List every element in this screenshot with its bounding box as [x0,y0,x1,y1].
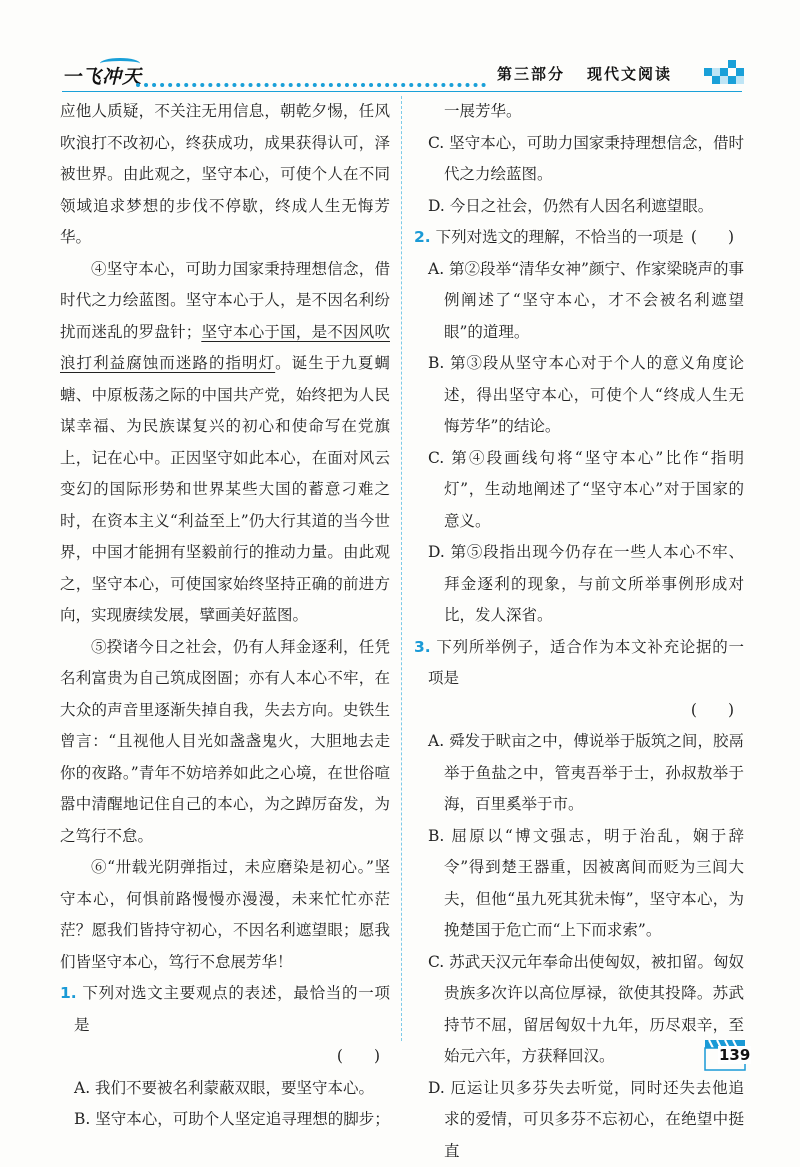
underlined-sentence: 坚守本心于国，是不因风吹浪打利益腐蚀而迷路的指明灯 [60,323,390,373]
question-1-option-b-continuation: 一展芳华。 [414,96,744,128]
paragraph-5: ⑤揆诸今日之社会，仍有人拜金逐利，任凭名利富贵为自己筑成囹圄；亦有人本心不牢，在大众的声音里逐渐失掉自我，失去方向。史铁生曾言：“且视他人目光如盏盏鬼火，大胆地去走你的夜路。”青年不妨培养如此之心境，在世俗喧嚣中清醒地记住自己的本心，为之踔厉奋发，为之笃行不怠。 [60,632,390,853]
question-2-answer-bracket[interactable]: ( ) [705,222,744,254]
question-1-stem [60,978,390,1041]
paragraph-4 [60,254,390,632]
question-2-option-b: B. 第③段从坚守本心对于个人的意义角度论述，得出坚守本心，可使个人“终成人生无悔芳华”的结论。 [414,348,744,443]
question-3 [414,632,744,1167]
question-2-stem [414,222,744,254]
paragraph-6: ⑥“卅载光阴弹指过，未应磨染是初心。”坚守本心，何惧前路慢慢亦漫漫，未来忙忙亦茫茫？愿我们皆持守初心，不因名利遮望眼；愿我们皆坚守本心，笃行不怠展芳华！ [60,852,390,978]
question-2 [414,222,744,632]
question-1-option-a: A. 我们不要被名利蒙蔽双眼，要坚守本心。 [60,1073,390,1105]
section-title [497,63,672,84]
question-3-option-a: A. 舜发于畎亩之中，傅说举于版筑之间，胶鬲举于鱼盐之中，管夷吾举于士，孙叔敖举于海，百里奚举于市。 [414,726,744,821]
question-1 [60,978,390,1136]
question-3-option-c: C. 苏武天汉元年奉命出使匈奴，被扣留。匈奴贵族多次许以高位厚禄，欲使其投降。苏武持节不屈，留居匈奴十九年，历尽艰辛，至始元六年，方获释回汉。 [414,947,744,1073]
question-2-option-a: A. 第②段举“清华女神”颜宁、作家梁晓声的事例阐述了“坚守本心，才不会被名利遮望眼”的道理。 [414,254,744,349]
section-part: 第三部分 [497,65,565,83]
question-2-option-c: C. 第④段画线句将“坚守本心”比作“指明灯”，生动地阐述了“坚守本心”对于国家的意义。 [414,443,744,538]
right-column [414,96,744,1167]
question-2-option-d: D. 第⑤段指出现今仍存在一些人本心不牢、拜金逐利的现象，与前文所举事例形成对比，发人深省。 [414,537,744,632]
brand-swoosh-icon [100,58,140,69]
page-header [0,0,800,98]
checker-decoration-icon [704,58,744,88]
question-1-number: 1. [60,984,77,1002]
header-dotted-rule [136,83,486,87]
header-rule [62,91,742,92]
paragraph-4-end: 。诞生于九夏蜩螗、中原板荡之际的中国共产党，始终把为人民谋幸福、为民族谋复兴的初心和使命写在党旗上，记在心中。正因坚守如此本心，在面对风云变幻的国际形势和世界某些大国的蓄意刁难之时，在资本主义“利益至上”仍大行其道的当今世界，中国才能拥有坚毅前行的推动力量。由此观之，坚守本心，可使国家始终坚持正确的前进方向，实现赓续发展，擘画美好蓝图。 [60,354,390,624]
question-1-option-b: B. 坚守本心，可助个人坚定追寻理想的脚步； [60,1104,390,1136]
question-3-option-d: D. 厄运让贝多芬失去听觉，同时还失去他追求的爱情，可贝多芬不忘初心，在绝望中挺直 [414,1073,744,1167]
question-3-option-b: B. 屈原以“博文强志，明于治乱，娴于辞令”得到楚王器重，因被离间而贬为三闾大夫，但他“虽九死其犹未悔”，坚守本心，为挽楚国于危亡而“上下而求索”。 [414,821,744,947]
question-1-option-d: D. 今日之社会，仍然有人因名利遮望眼。 [414,191,744,223]
question-3-stem [414,632,744,695]
left-column [60,96,390,1136]
question-3-text: 下列所举例子，适合作为本文补充论据的一项是 [428,638,744,688]
question-1-text: 下列对选文主要观点的表述，最恰当的一项是 [74,984,390,1034]
question-1-answer-bracket[interactable]: ( ) [60,1041,390,1073]
paragraph-4-start: ④坚守本心，可助力国家秉持理想信念，借时代之力绘蓝图。坚守本心于人，是不因名利纷扰而迷乱的罗盘针； [60,260,390,341]
column-divider [401,96,402,1041]
brand-logo: 一飞冲天 [62,62,142,89]
question-2-text: 下列对选文的理解，不恰当的一项是 [436,228,684,246]
question-2-number: 2. [414,228,431,246]
page-number: 139 [718,1046,751,1064]
question-1-option-c: C. 坚守本心，可助力国家秉持理想信念，借时代之力绘蓝图。 [414,128,744,191]
question-3-answer-bracket[interactable]: ( ) [414,695,744,727]
paragraph-3-continuation: 应他人质疑，不关注无用信息，朝乾夕惕，任风吹浪打不改初心，终获成功，成果获得认可，泽被世界。由此观之，坚守本心，可使个人在不同领域追求梦想的步伐不停歇，终成人生无悔芳华。 [60,96,390,254]
section-subtitle: 现代文阅读 [587,65,672,83]
question-3-number: 3. [414,638,431,656]
